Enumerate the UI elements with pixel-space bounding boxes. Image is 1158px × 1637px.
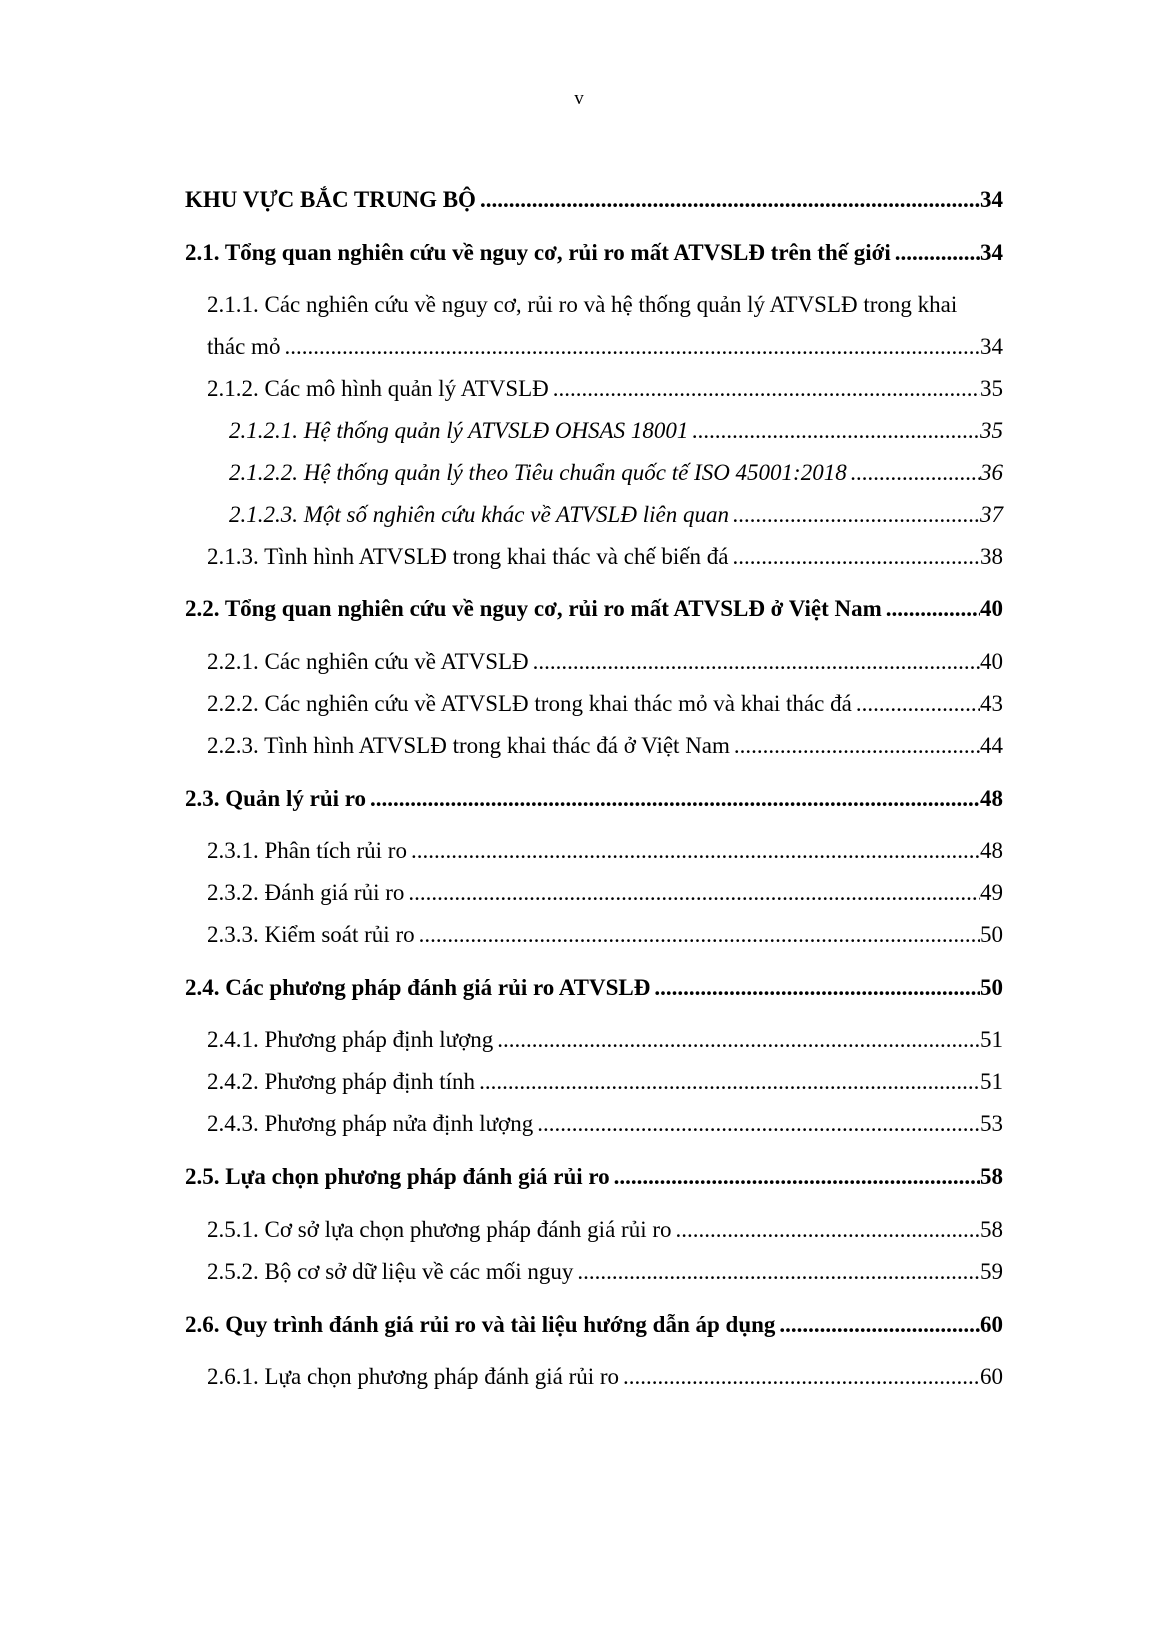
toc-leader-dots [370, 784, 980, 814]
toc-entry-title-line1: 2.1.1. Các nghiên cứu về nguy cơ, rủi ro và hệ thống quản lý ATVSLĐ trong khai [207, 292, 958, 317]
toc-entry-title: 2.1.2.1. Hệ thống quản lý ATVSLĐ OHSAS 18001 [229, 418, 689, 443]
toc-entry-title: 2.1.2.3. Một số nghiên cứu khác về ATVSLĐ liên quan [229, 502, 729, 527]
toc-leader-dots [856, 689, 980, 719]
toc-entry [185, 1310, 1003, 1340]
toc-entry-title: 2.1.2.2. Hệ thống quản lý theo Tiêu chuẩn quốc tế ISO 45001:2018 [229, 460, 847, 485]
toc-entry-page: 40 [980, 596, 1003, 621]
toc-entry-title: 2.3.3. Kiểm soát rủi ro [207, 922, 415, 947]
toc-entry-page: 35 [980, 418, 1003, 443]
toc-leader-dots [734, 731, 980, 761]
toc-entry [185, 185, 1003, 215]
toc-leader-dots [284, 332, 980, 362]
toc-entry-title: KHU VỰC BẮC TRUNG BỘ [185, 187, 476, 212]
toc-leader-dots [851, 458, 980, 488]
toc-entry-page: 36 [980, 460, 1003, 485]
toc-entry [207, 878, 1003, 908]
toc-entry-title: 2.3.2. Đánh giá rủi ro [207, 880, 405, 905]
toc-leader-dots [676, 1215, 981, 1245]
toc-entry-title: 2.1.3. Tình hình ATVSLĐ trong khai thác và chế biến đá [207, 544, 729, 569]
toc-entry-page: 60 [980, 1364, 1003, 1389]
toc-entry-page: 60 [980, 1312, 1003, 1337]
toc-entry-title: 2.3.1. Phân tích rủi ro [207, 838, 407, 863]
toc-leader-dots [895, 238, 980, 268]
toc-entry [207, 920, 1003, 950]
toc-entry-title: 2.4.2. Phương pháp định tính [207, 1069, 476, 1094]
toc-entry [229, 500, 1003, 530]
toc-leader-dots [479, 1067, 980, 1097]
toc-entry-page: 35 [980, 376, 1003, 401]
toc-entry-page: 58 [980, 1217, 1003, 1242]
toc-entry [207, 647, 1003, 677]
toc-entry [207, 1215, 1003, 1245]
toc-entry [207, 1362, 1003, 1392]
toc-entry-title: 2.6.1. Lựa chọn phương pháp đánh giá rủi ro [207, 1364, 620, 1389]
toc-entry-page: 48 [980, 838, 1003, 863]
toc-entry-title: 2.6. Quy trình đánh giá rủi ro và tài liệu hướng dẫn áp dụng [185, 1312, 776, 1337]
toc-entry-title: 2.5.2. Bộ cơ sở dữ liệu về các mối nguy [207, 1259, 574, 1284]
toc-entry-page: 37 [980, 502, 1003, 527]
toc-entry-title: 2.5.1. Cơ sở lựa chọn phương pháp đánh giá rủi ro [207, 1217, 672, 1242]
toc-entry [185, 1162, 1003, 1192]
page-number: v [574, 88, 584, 109]
toc-leader-dots [537, 1109, 980, 1139]
toc-leader-dots [614, 1162, 980, 1192]
toc-entry [207, 689, 1003, 719]
toc-leader-dots [886, 594, 980, 624]
toc-entry [207, 731, 1003, 761]
toc-leader-dots [408, 878, 980, 908]
toc-entry [207, 1067, 1003, 1097]
toc-entry [207, 1025, 1003, 1055]
toc-entry [185, 784, 1003, 814]
toc-entry-page: 43 [980, 691, 1003, 716]
toc-entry-title: thác mỏ [207, 334, 281, 359]
toc-leader-dots [411, 836, 980, 866]
toc-entry-page: 48 [980, 786, 1003, 811]
toc-entry [207, 374, 1003, 404]
toc-leader-dots [419, 920, 980, 950]
toc-entry-page: 34 [980, 334, 1003, 359]
toc-entry [185, 594, 1003, 624]
toc-leader-dots [553, 374, 980, 404]
toc-entry-title: 2.1.2. Các mô hình quản lý ATVSLĐ [207, 376, 549, 401]
toc-entry-title: 2.4. Các phương pháp đánh giá rủi ro ATVSLĐ [185, 975, 651, 1000]
toc-leader-dots [577, 1257, 980, 1287]
toc-entry [207, 1257, 1003, 1287]
toc-entry-title: 2.2.3. Tình hình ATVSLĐ trong khai thác đá ở Việt Nam [207, 733, 730, 758]
toc-entry-title: 2.2.2. Các nghiên cứu về ATVSLĐ trong khai thác mỏ và khai thác đá [207, 691, 852, 716]
toc-entry-page: 50 [980, 975, 1003, 1000]
toc-entry-page: 51 [980, 1027, 1003, 1052]
toc-leader-dots [732, 542, 980, 572]
toc-entry-page: 40 [980, 649, 1003, 674]
toc-entry-title: 2.2.1. Các nghiên cứu về ATVSLĐ [207, 649, 529, 674]
toc-entry-title: 2.2. Tổng quan nghiên cứu về nguy cơ, rủi ro mất ATVSLĐ ở Việt Nam [185, 596, 882, 621]
toc-leader-dots [533, 647, 980, 677]
toc-leader-dots [623, 1362, 980, 1392]
toc-entry-page: 34 [980, 187, 1003, 212]
toc-leader-dots [480, 185, 980, 215]
toc-entry-page: 44 [980, 733, 1003, 758]
toc-entry [207, 1109, 1003, 1139]
toc-entry-page: 49 [980, 880, 1003, 905]
toc-entry-page: 53 [980, 1111, 1003, 1136]
toc-entry-page: 59 [980, 1259, 1003, 1284]
toc-leader-dots [779, 1310, 980, 1340]
toc-entry-title: 2.3. Quản lý rủi ro [185, 786, 367, 811]
toc-entry [229, 416, 1003, 446]
toc-leader-dots [654, 973, 980, 1003]
toc-entry [207, 836, 1003, 866]
toc-entry-title: 2.4.3. Phương pháp nửa định lượng [207, 1111, 534, 1136]
toc-entry-page: 51 [980, 1069, 1003, 1094]
toc-entry [207, 542, 1003, 572]
toc-entry-page: 58 [980, 1164, 1003, 1189]
toc-entry-title: 2.1. Tổng quan nghiên cứu về nguy cơ, rủi ro mất ATVSLĐ trên thế giới [185, 240, 891, 265]
toc-entry [185, 238, 1003, 268]
toc-entry [229, 458, 1003, 488]
toc-entry [207, 332, 1003, 362]
toc-entry-page: 50 [980, 922, 1003, 947]
toc-leader-dots [692, 416, 980, 446]
toc-entry-title: 2.4.1. Phương pháp định lượng [207, 1027, 494, 1052]
toc-leader-dots [733, 500, 980, 530]
toc-entry [185, 973, 1003, 1003]
toc-entry-page: 38 [980, 544, 1003, 569]
toc-leader-dots [497, 1025, 980, 1055]
toc-entry-page: 34 [980, 240, 1003, 265]
toc-entry-title: 2.5. Lựa chọn phương pháp đánh giá rủi ro [185, 1164, 610, 1189]
